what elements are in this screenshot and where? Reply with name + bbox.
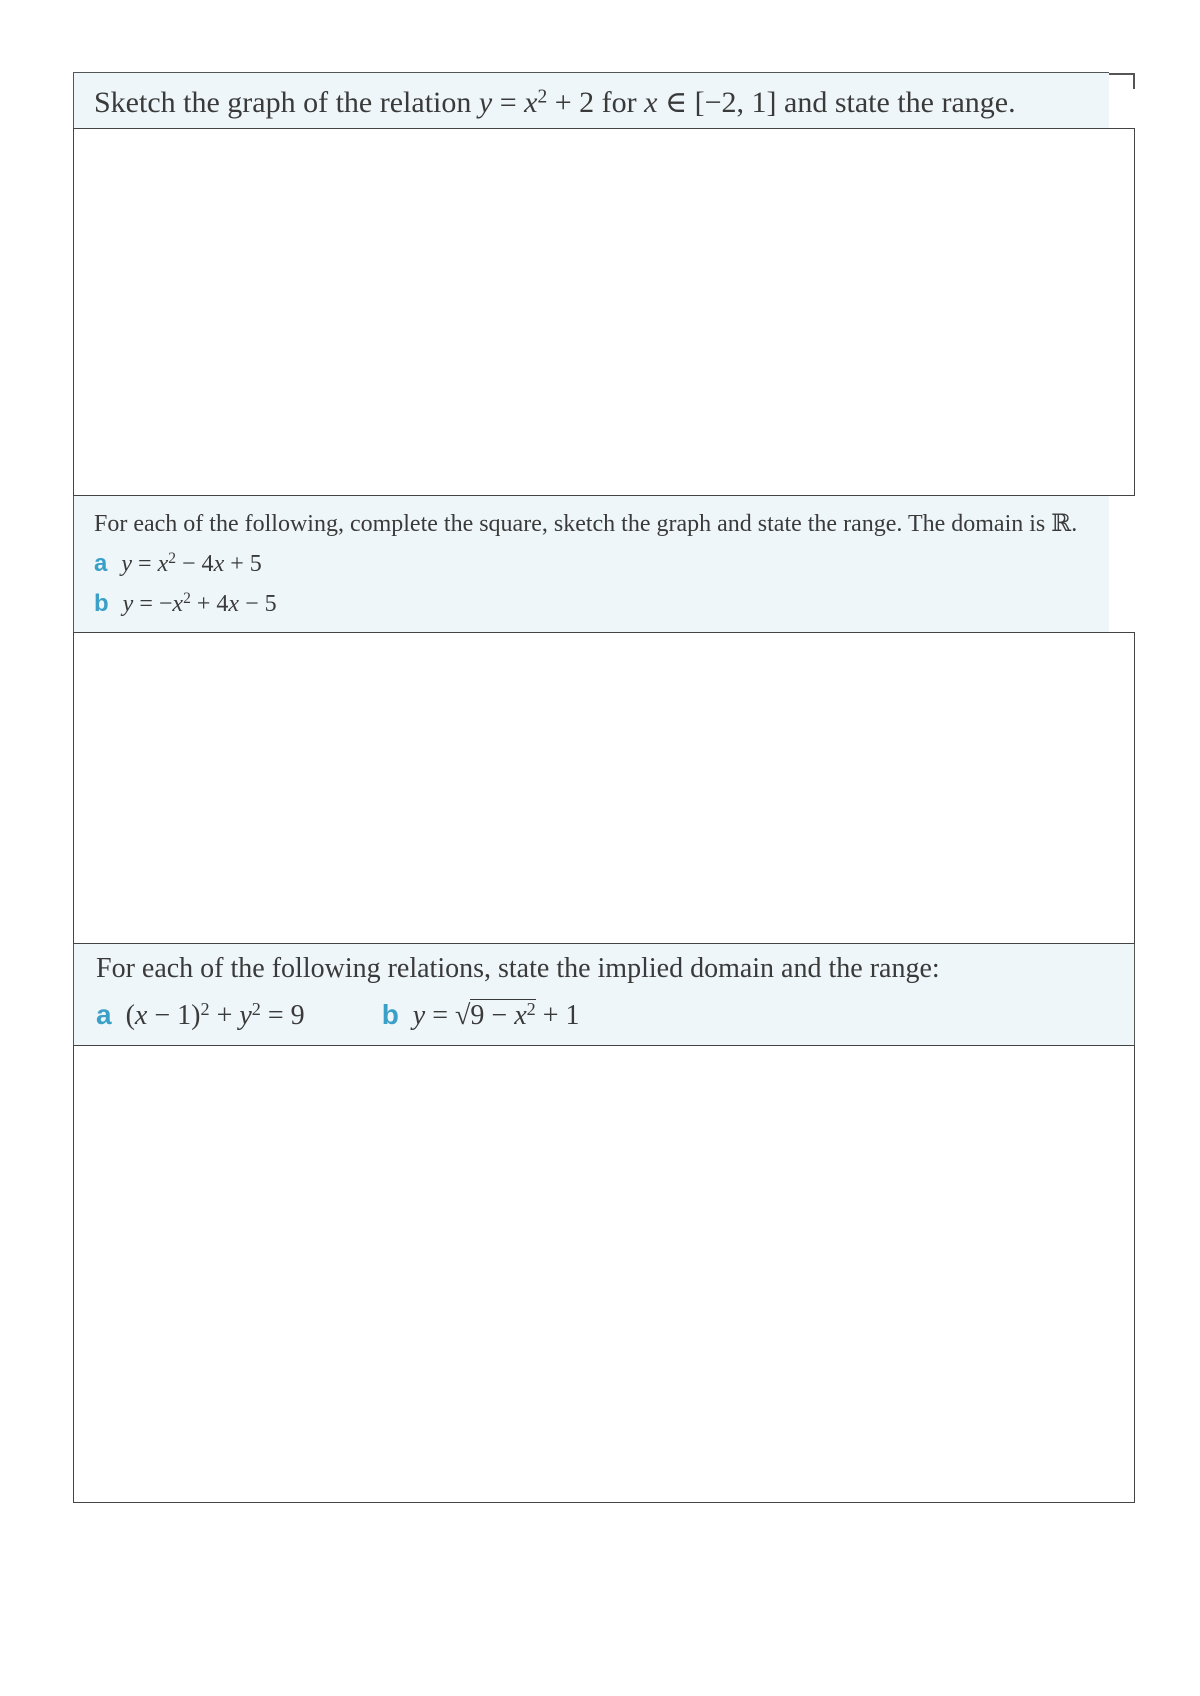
part-label: a <box>96 999 112 1030</box>
part-label: b <box>94 590 109 617</box>
q3-intro: For each of the following relations, state the implied domain and the range: <box>96 953 940 984</box>
q2-part-b: b $y = -x^2 + 4x - 5$ <box>94 590 277 617</box>
q1-text: Sketch the graph of the relation $y = x^2 + 2$ for x ∈ [−2, 1] and state the range. <box>94 86 1016 119</box>
q2-intro: For each of the following, complete the square, sketch the graph and state the range. The domain is ℝ. <box>94 511 1078 537</box>
part-label: b <box>381 999 399 1030</box>
page-corner-mark <box>1109 73 1135 89</box>
q3-parts <box>96 992 1134 1039</box>
question-3 <box>73 944 1135 1045</box>
q2-part-a: a $y = x^2 - 4x + 5$ <box>94 550 262 577</box>
answer-box-1[interactable] <box>73 128 1135 496</box>
answer-box-3[interactable] <box>73 1045 1135 1503</box>
sqrt-radicand: $9 - x^2$ <box>470 998 536 1031</box>
q3-part-a: a $(x - 1)^2 + y^2 = 9$ <box>96 998 305 1031</box>
answer-box-2[interactable] <box>73 632 1135 944</box>
question-1 <box>73 72 1109 128</box>
question-2 <box>73 496 1109 632</box>
part-label: a <box>94 550 108 577</box>
q3-part-b: b $y = √9 - x^2 + 1$ <box>381 998 580 1031</box>
worksheet <box>73 72 1135 1503</box>
